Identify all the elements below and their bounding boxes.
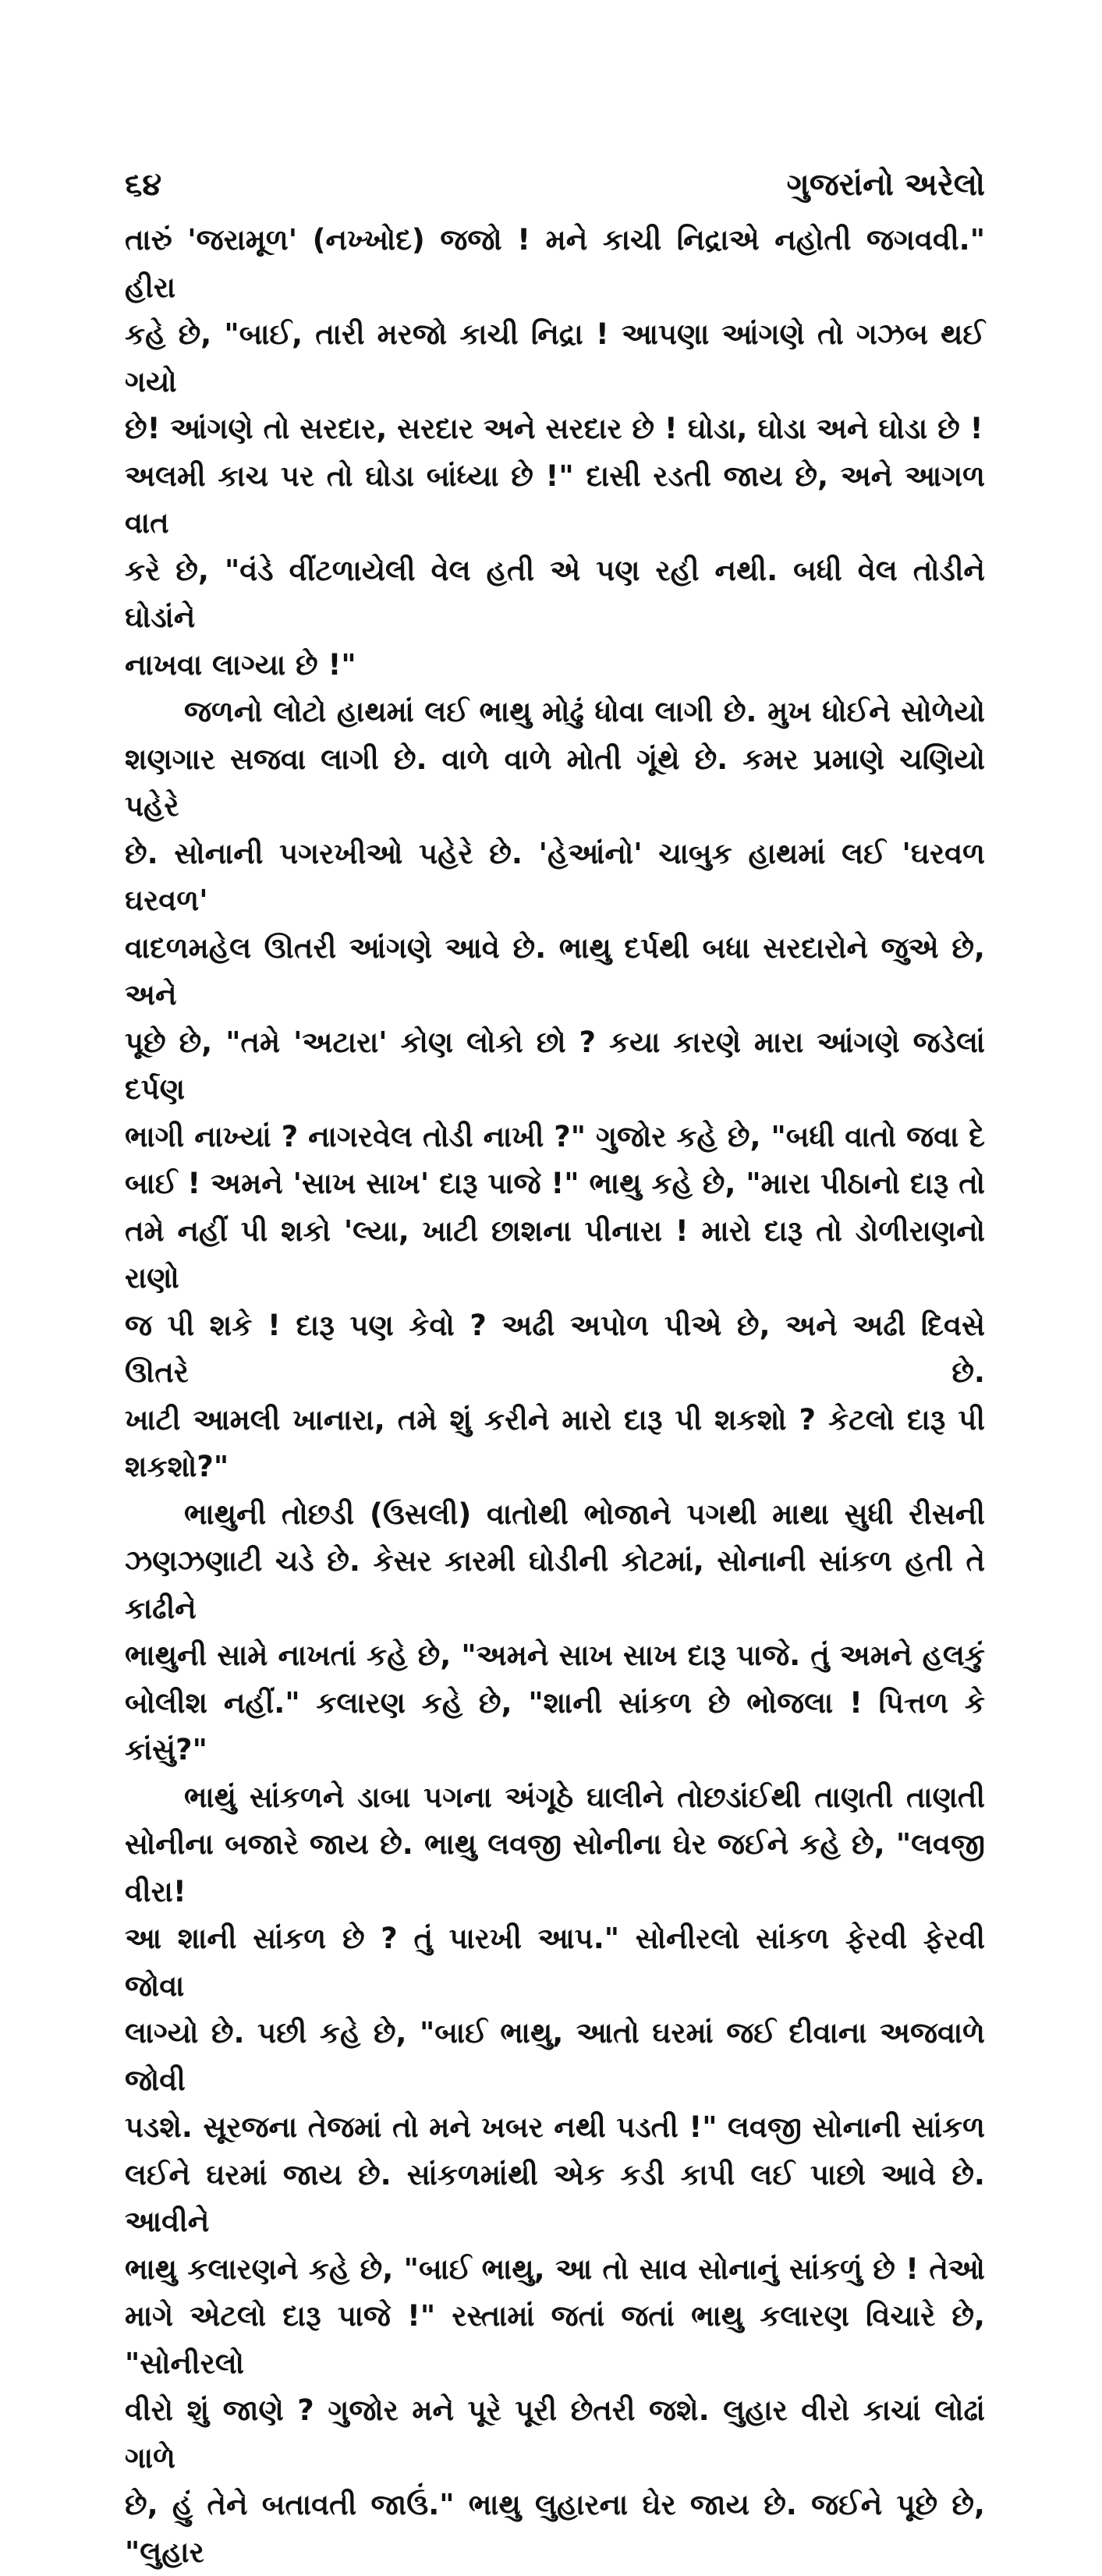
running-head: ગુજરાંનો અરેલો bbox=[787, 167, 985, 203]
text-line: અલમી કાચ પર તો ઘોડા બાંધ્યા છે !" દાસી રડતી જાય છે, અને આગળ વાત bbox=[125, 453, 985, 547]
text-line: પડશે. સૂરજના તેજમાં તો મને ખબર નથી પડતી !" લવજી સોનાની સાંકળ bbox=[125, 2104, 985, 2152]
text-line: ખાટી આમલી ખાનારા, તમે શું કરીને મારો દારૂ પી શકશો ? કેટલો દારૂ પી bbox=[125, 1397, 985, 1444]
text-line: ભાથુની તોછડી (ઉસલી) વાતોથી ભોજાને પગથી માથા સુધી રીસની bbox=[125, 1491, 985, 1539]
text-line: બોલીશ નહીં." કલારણ કહે છે, "શાની સાંકળ છે ભોજલા ! પિત્તળ કે કાંસું?" bbox=[125, 1680, 985, 1774]
text-line: ભાથુ કલારણને કહે છે, "બાઈ ભાથુ, આ તો સાવ સોનાનું સાંકળું છે ! તેઓ bbox=[125, 2246, 985, 2294]
text-line: પૂછે છે, "તમે 'અટારા' કોણ લોકો છો ? કયા કારણે મારા આંગણે જડેલાં દર્પણ bbox=[125, 1019, 985, 1114]
text-line: સોનીના બજારે જાય છે. ભાથુ લવજી સોનીના ઘેર જઈને કહે છે, "લવજી વીરા! bbox=[125, 1821, 985, 1915]
text-line: જળનો લોટો હાથમાં લઈ ભાથુ મોઢું ધોવા લાગી છે. મુખ ધોઈને સોળેયો bbox=[125, 689, 985, 736]
text-line: જ પી શકે ! દારૂ પણ કેવો ? અઢી અપોળ પીએ છે, અને અઢી દિવસે ઊતરે છે. bbox=[125, 1302, 985, 1397]
text-line: છે, હું તેને બતાવતી જાઉં." ભાથુ લુહારના ઘેર જાય છે. જઈને પૂછે છે, "લુહાર bbox=[125, 2482, 985, 2576]
text-line: શકશો?" bbox=[125, 1444, 985, 1491]
text-line: છે. સોનાની પગરખીઓ પહેરે છે. 'હેઆંનો' ચાબુક હાથમાં લઈ 'ઘરવળ ઘરવળ' bbox=[125, 831, 985, 925]
text-line: તારું 'જરામૂળ' (નખ્ખોદ) જજો ! મને કાચી નિદ્રાએ નહોતી જગવવી." હીરા bbox=[125, 217, 985, 311]
text-line: માગે એટલો દારૂ પાજે !" રસ્તામાં જતાં જતાં ભાથુ કલારણ વિચારે છે, "સોનીરલો bbox=[125, 2293, 985, 2387]
text-line: બાઈ ! અમને 'સાખ સાખ' દારૂ પાજે !" ભાથુ કહે છે, "મારા પીઠાનો દારૂ તો bbox=[125, 1160, 985, 1208]
text-line: કરે છે, "વંડે વીંટળાયેલી વેલ હતી એ પણ રહી નથી. બધી વેલ તોડીને ઘોડાંને bbox=[125, 547, 985, 642]
paragraph-3 bbox=[125, 1491, 985, 1774]
text-line: લઈને ઘરમાં જાય છે. સાંકળમાંથી એક કડી કાપી લઈ પાછો આવે છે. આવીને bbox=[125, 2152, 985, 2246]
text-line: ભાથું સાંકળને ડાબા પગના અંગૂઠે ઘાલીને તોછડાંઈથી તાણતી તાણતી bbox=[125, 1774, 985, 1822]
paragraph-4 bbox=[125, 1774, 985, 2576]
text-line: ઝણઝણાટી ચડે છે. કેસર કારમી ઘોડીની કોટમાં, સોનાની સાંકળ હતી તે કાઢીને bbox=[125, 1538, 985, 1632]
text-line: કહે છે, "બાઈ, તારી મરજો કાચી નિદ્રા ! આપણા આંગણે તો ગઝબ થઈ ગયો bbox=[125, 311, 985, 406]
text-line: છે! આંગણે તો સરદાર, સરદાર અને સરદાર છે ! ઘોડા, ઘોડા અને ઘોડા છે ! bbox=[125, 406, 985, 453]
text-line: શણગાર સજવા લાગી છે. વાળે વાળે મોતી ગૂંથે છે. કમર પ્રમાણે ચણિયો પહેરે bbox=[125, 736, 985, 831]
page-number: ૬૪ bbox=[125, 167, 161, 203]
page-header bbox=[125, 148, 985, 203]
text-line: ભાગી નાખ્યાં ? નાગરવેલ તોડી નાખી ?" ગુજોર કહે છે, "બધી વાતો જવા દે bbox=[125, 1114, 985, 1161]
paragraph-1 bbox=[125, 217, 985, 689]
text-line: વીરો શું જાણે ? ગુજોર મને પૂરે પૂરી છેતરી જશે. લુહાર વીરો કાચાં લોઢાં ગાળે bbox=[125, 2387, 985, 2482]
paragraph-2 bbox=[125, 689, 985, 1491]
text-line: લાગ્યો છે. પછી કહે છે, "બાઈ ભાથુ, આતો ઘરમાં જઈ દીવાના અજવાળે જોવી bbox=[125, 2010, 985, 2104]
text-line: ભાથુની સામે નાખતાં કહે છે, "અમને સાખ સાખ દારૂ પાજે. તું અમને હલકું bbox=[125, 1632, 985, 1680]
text-line: આ શાની સાંકળ છે ? તું પારખી આપ." સોનીરલો સાંકળ ફેરવી ફેરવી જોવા bbox=[125, 1915, 985, 2010]
text-line: વાદળમહેલ ઊતરી આંગણે આવે છે. ભાથુ દર્પથી બધા સરદારોને જુએ છે, અને bbox=[125, 925, 985, 1019]
text-line: તમે નહીં પી શકો 'લ્યા, ખાટી છાશના પીનારા ! મારો દારૂ તો ડોળીરાણનો રાણો bbox=[125, 1208, 985, 1302]
text-line: નાખવા લાગ્યા છે !" bbox=[125, 642, 985, 689]
